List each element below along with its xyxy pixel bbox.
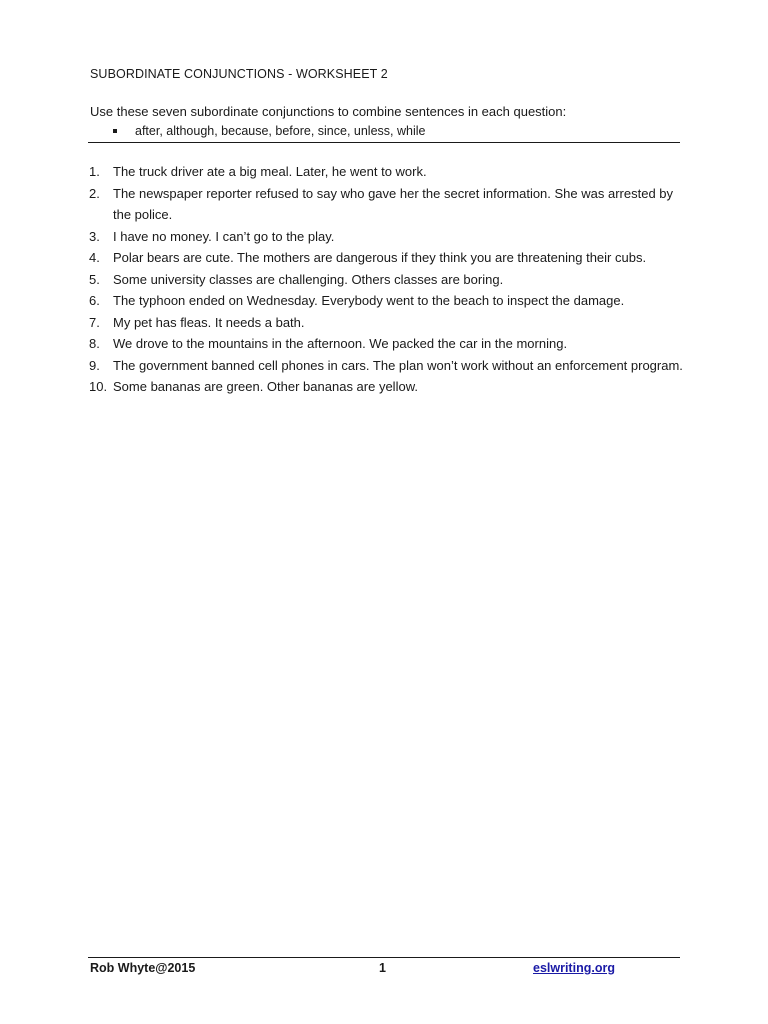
question-text: The newspaper reporter refused to say who gave her the secret information. She was arrested by the police. — [113, 185, 674, 222]
question-number: 3. — [89, 228, 100, 244]
question-text: Polar bears are cute. The mothers are dangerous if they think you are threatening their cubs. — [113, 250, 647, 265]
question-number: 10. — [89, 379, 108, 394]
footer-divider — [88, 957, 680, 958]
question-number: 9. — [89, 357, 100, 373]
header-divider — [88, 142, 680, 143]
question-text: My pet has fleas. It needs a bath. — [113, 314, 305, 330]
question-item — [89, 247, 689, 269]
question-item — [89, 269, 689, 291]
question-item — [89, 290, 689, 312]
question-number: 5. — [89, 271, 100, 287]
question-item — [89, 333, 689, 355]
question-item — [89, 226, 689, 248]
question-text: The government banned cell phones in cars. The plan won’t work without an enforcement program. — [113, 357, 683, 373]
question-text: We drove to the mountains in the afternoon. We packed the car in the morning. — [113, 336, 568, 351]
question-number: 6. — [89, 293, 100, 308]
website-link[interactable]: eslwriting.org — [533, 961, 615, 975]
question-text: The truck driver ate a big meal. Later, he went to work. — [113, 164, 427, 179]
question-text: The typhoon ended on Wednesday. Everybody went to the beach to inspect the damage. — [113, 293, 625, 308]
instructions-text: Use these seven subordinate conjunctions to combine sentences in each question: — [90, 104, 567, 119]
question-number: 4. — [89, 250, 100, 265]
question-item — [89, 355, 689, 377]
conjunction-words: after, although, because, before, since, unless, while — [135, 124, 426, 138]
page-number: 1 — [379, 961, 386, 975]
question-number: 7. — [89, 314, 100, 330]
question-list — [89, 161, 689, 398]
question-item — [89, 161, 689, 183]
footer-author: Rob Whyte@2015 — [90, 961, 196, 975]
question-item — [89, 312, 689, 334]
question-text: I have no money. I can’t go to the play. — [113, 228, 335, 244]
question-text: Some bananas are green. Other bananas are yellow. — [113, 379, 418, 394]
page-title: SUBORDINATE CONJUNCTIONS - WORKSHEET 2 — [90, 67, 388, 81]
question-item — [89, 183, 689, 226]
question-text: Some university classes are challenging. Others classes are boring. — [113, 271, 504, 287]
question-number: 8. — [89, 336, 100, 351]
question-number: 1. — [89, 164, 100, 179]
square-bullet-icon — [113, 129, 117, 133]
conjunction-list — [113, 124, 425, 138]
question-item — [89, 376, 689, 398]
question-number: 2. — [89, 185, 100, 201]
